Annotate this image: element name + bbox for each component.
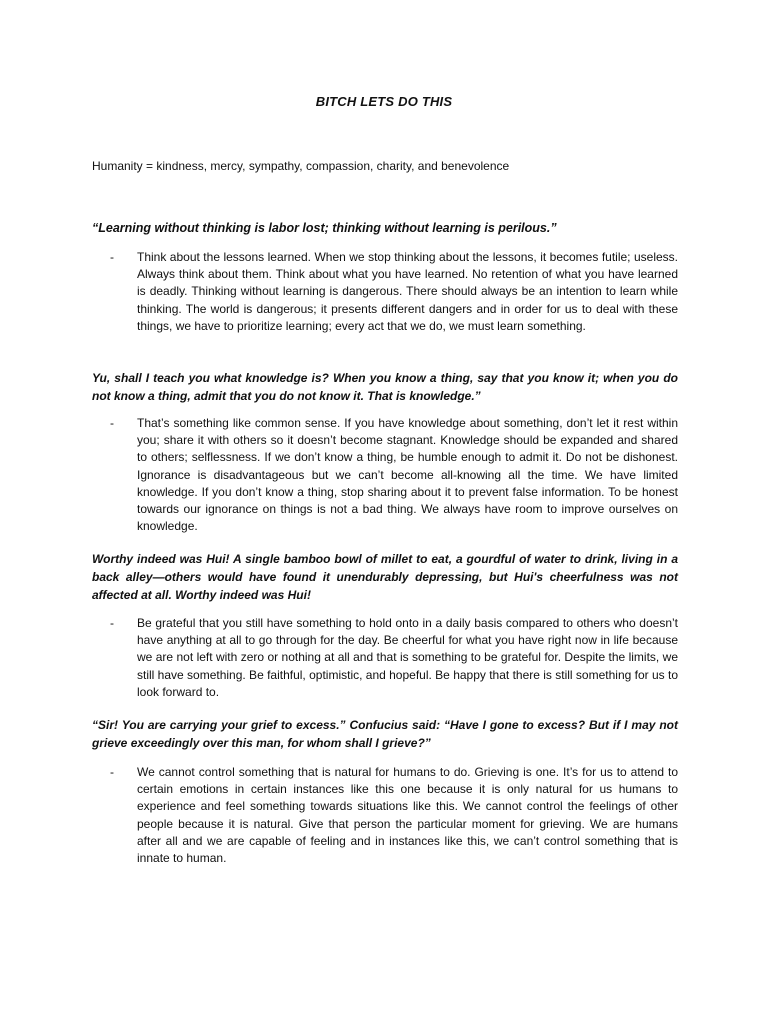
humanity-definition: Humanity = kindness, mercy, sympathy, compassion, charity, and benevolence [92, 159, 510, 173]
bullet-text: Be grateful that you still have something to hold onto in a daily basis compared to others who doesn’t have anything at all to go through for the day. Be cheerful for what you have right now in life because we are not left with zero or nothing at all and that is something to be grateful for. Despite the limits, we still have something. Be faithful, optimistic, and hopeful. Be happy that there is still something for us to look forward to. [137, 616, 678, 699]
bullet-note-2 [110, 415, 678, 535]
bullet-text: Think about the lessons learned. When we stop thinking about the lessons, it becomes futile; useless. Always think about them. Think about what you have learned. No retention of what you have learned is deadly. Thinking without learning is dangerous. There should always be an intention to learn while thinking. The world is dangerous; it presents different dangers and in order for us to deal with these things, we have to prioritize learning; every act that we do, we must learn something. [137, 250, 678, 333]
bullet-note-4 [110, 764, 678, 867]
bullet-dash: - [110, 616, 114, 630]
bullet-note-3 [110, 615, 678, 701]
quote-worthy-hui: Worthy indeed was Hui! A single bamboo bowl of millet to eat, a gourdful of water to drink, living in a back alley—others would have found it unendurably depressing, but Hui's cheerfulness was not affected at all. Worthy indeed was Hui! [92, 552, 678, 602]
bullet-note-1 [110, 249, 678, 335]
bullet-text: We cannot control something that is natural for humans to do. Grieving is one. It’s for us to attend to certain emotions in certain instances like this one because it is only natural for us humans to experience and feel something towards situations like this. We cannot control the feelings of other people because it is natural. Give that person the particular moment for grieving. We are humans after all and we are capable of feeling and in instances like this, we can’t control something that is innate to human. [137, 765, 678, 866]
bullet-text: That’s something like common sense. If you have knowledge about something, don’t let it rest within you; share it with others so it doesn’t become stagnant. Knowledge should be expanded and shared to others; selflessness. If we don’t know a thing, be humble enough to admit it. Do not be dishonest. Ignorance is disadvantageous but we can’t become all-knowing all the time. We have limited knowledge. If you don’t know a thing, stop sharing about it to prevent false information. To be honest towards our ignorance on things is not a bad thing. We always have room to improve ourselves on knowledge. [137, 416, 678, 534]
bullet-dash: - [110, 765, 114, 779]
bullet-dash: - [110, 416, 114, 430]
bullet-dash: - [110, 250, 114, 264]
quote-grief-excess: “Sir! You are carrying your grief to excess.” Confucius said: “Have I gone to excess? But if I may not grieve exceedingly over this man, for whom shall I grieve?” [92, 718, 678, 750]
document-title: BITCH LETS DO THIS [315, 94, 453, 109]
quote-learning-thinking: “Learning without thinking is labor lost; thinking without learning is perilous.” [92, 221, 557, 235]
quote-knowledge: Yu, shall I teach you what knowledge is? When you know a thing, say that you know it; when you do not know a thing, admit that you do not know it. That is knowledge.” [92, 371, 678, 403]
